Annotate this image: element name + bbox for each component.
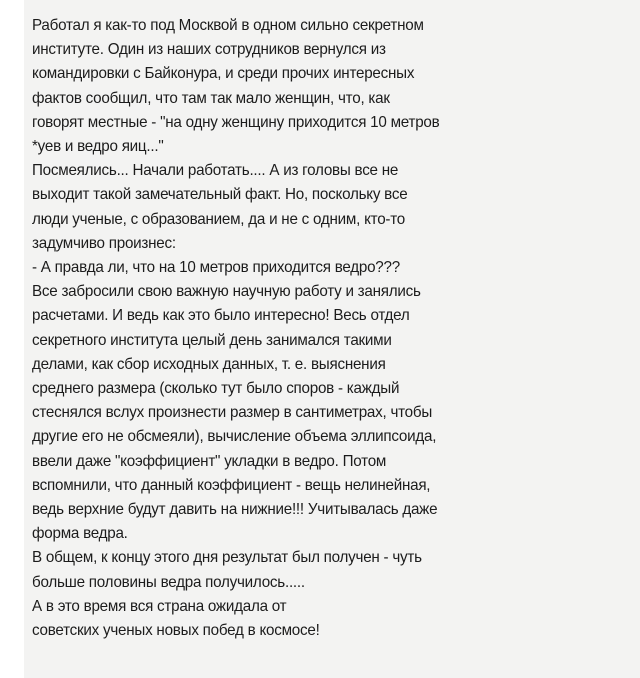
text-line: стеснялся вслух произнести размер в сантиметрах, чтобы [32, 404, 433, 422]
text-line: больше половины ведра получилось..... [32, 573, 305, 591]
text-line: говорят местные - "на одну женщину приходится 10 метров [32, 113, 440, 131]
text-line: выходит такой замечательный факт. Но, поскольку все [32, 186, 408, 204]
text-line: фактов сообщил, что там так мало женщин, что, как [32, 89, 390, 107]
left-margin-strip [0, 0, 24, 678]
text-line: Работал я как-то под Москвой в одном сильно секретном [32, 17, 424, 34]
text-line: - А правда ли, что на 10 метров приходится ведро??? [32, 259, 400, 277]
text-line: делами, как сбор исходных данных, т. е. выяснения [32, 355, 386, 373]
text-line: командировки с Байконура, и среди прочих интересных [32, 65, 415, 83]
text-line: А в это время вся страна ожидала от [32, 597, 287, 615]
text-line: секретного института целый день занимался такими [32, 331, 392, 349]
story-text [32, 14, 626, 643]
text-line: Все забросили свою важную научную работу и занялись [32, 283, 421, 301]
text-line: советских ученых новых побед в космосе! [32, 622, 320, 640]
text-line: *уев и ведро яиц..." [32, 138, 164, 156]
text-line: Посмеялись... Начали работать.... А из головы все не [32, 162, 399, 180]
text-line: среднего размера (сколько тут было споров - каждый [32, 380, 400, 398]
text-line: вспомнили, что данный коэффициент - вещь нелинейная, [32, 476, 431, 494]
text-line: задумчиво произнес: [32, 234, 176, 252]
text-line: В общем, к концу этого дня результат был получен - чуть [32, 549, 422, 567]
text-line: люди ученые, с образованием, да и не с одним, кто-то [32, 210, 405, 228]
text-line: расчетами. И ведь как это было интересно! Весь отдел [32, 307, 410, 325]
text-line: другие его не обсмеяли), вычисление объема эллипсоида, [32, 428, 437, 446]
text-line: форма ведра. [32, 525, 128, 543]
text-line: ведь верхние будут давить на нижние!!! Учитывалась даже [32, 501, 438, 519]
text-line: институте. Один из наших сотрудников вернулся из [32, 41, 386, 59]
text-line: ввели даже "коэффициент" укладки в ведро. Потом [32, 452, 387, 470]
